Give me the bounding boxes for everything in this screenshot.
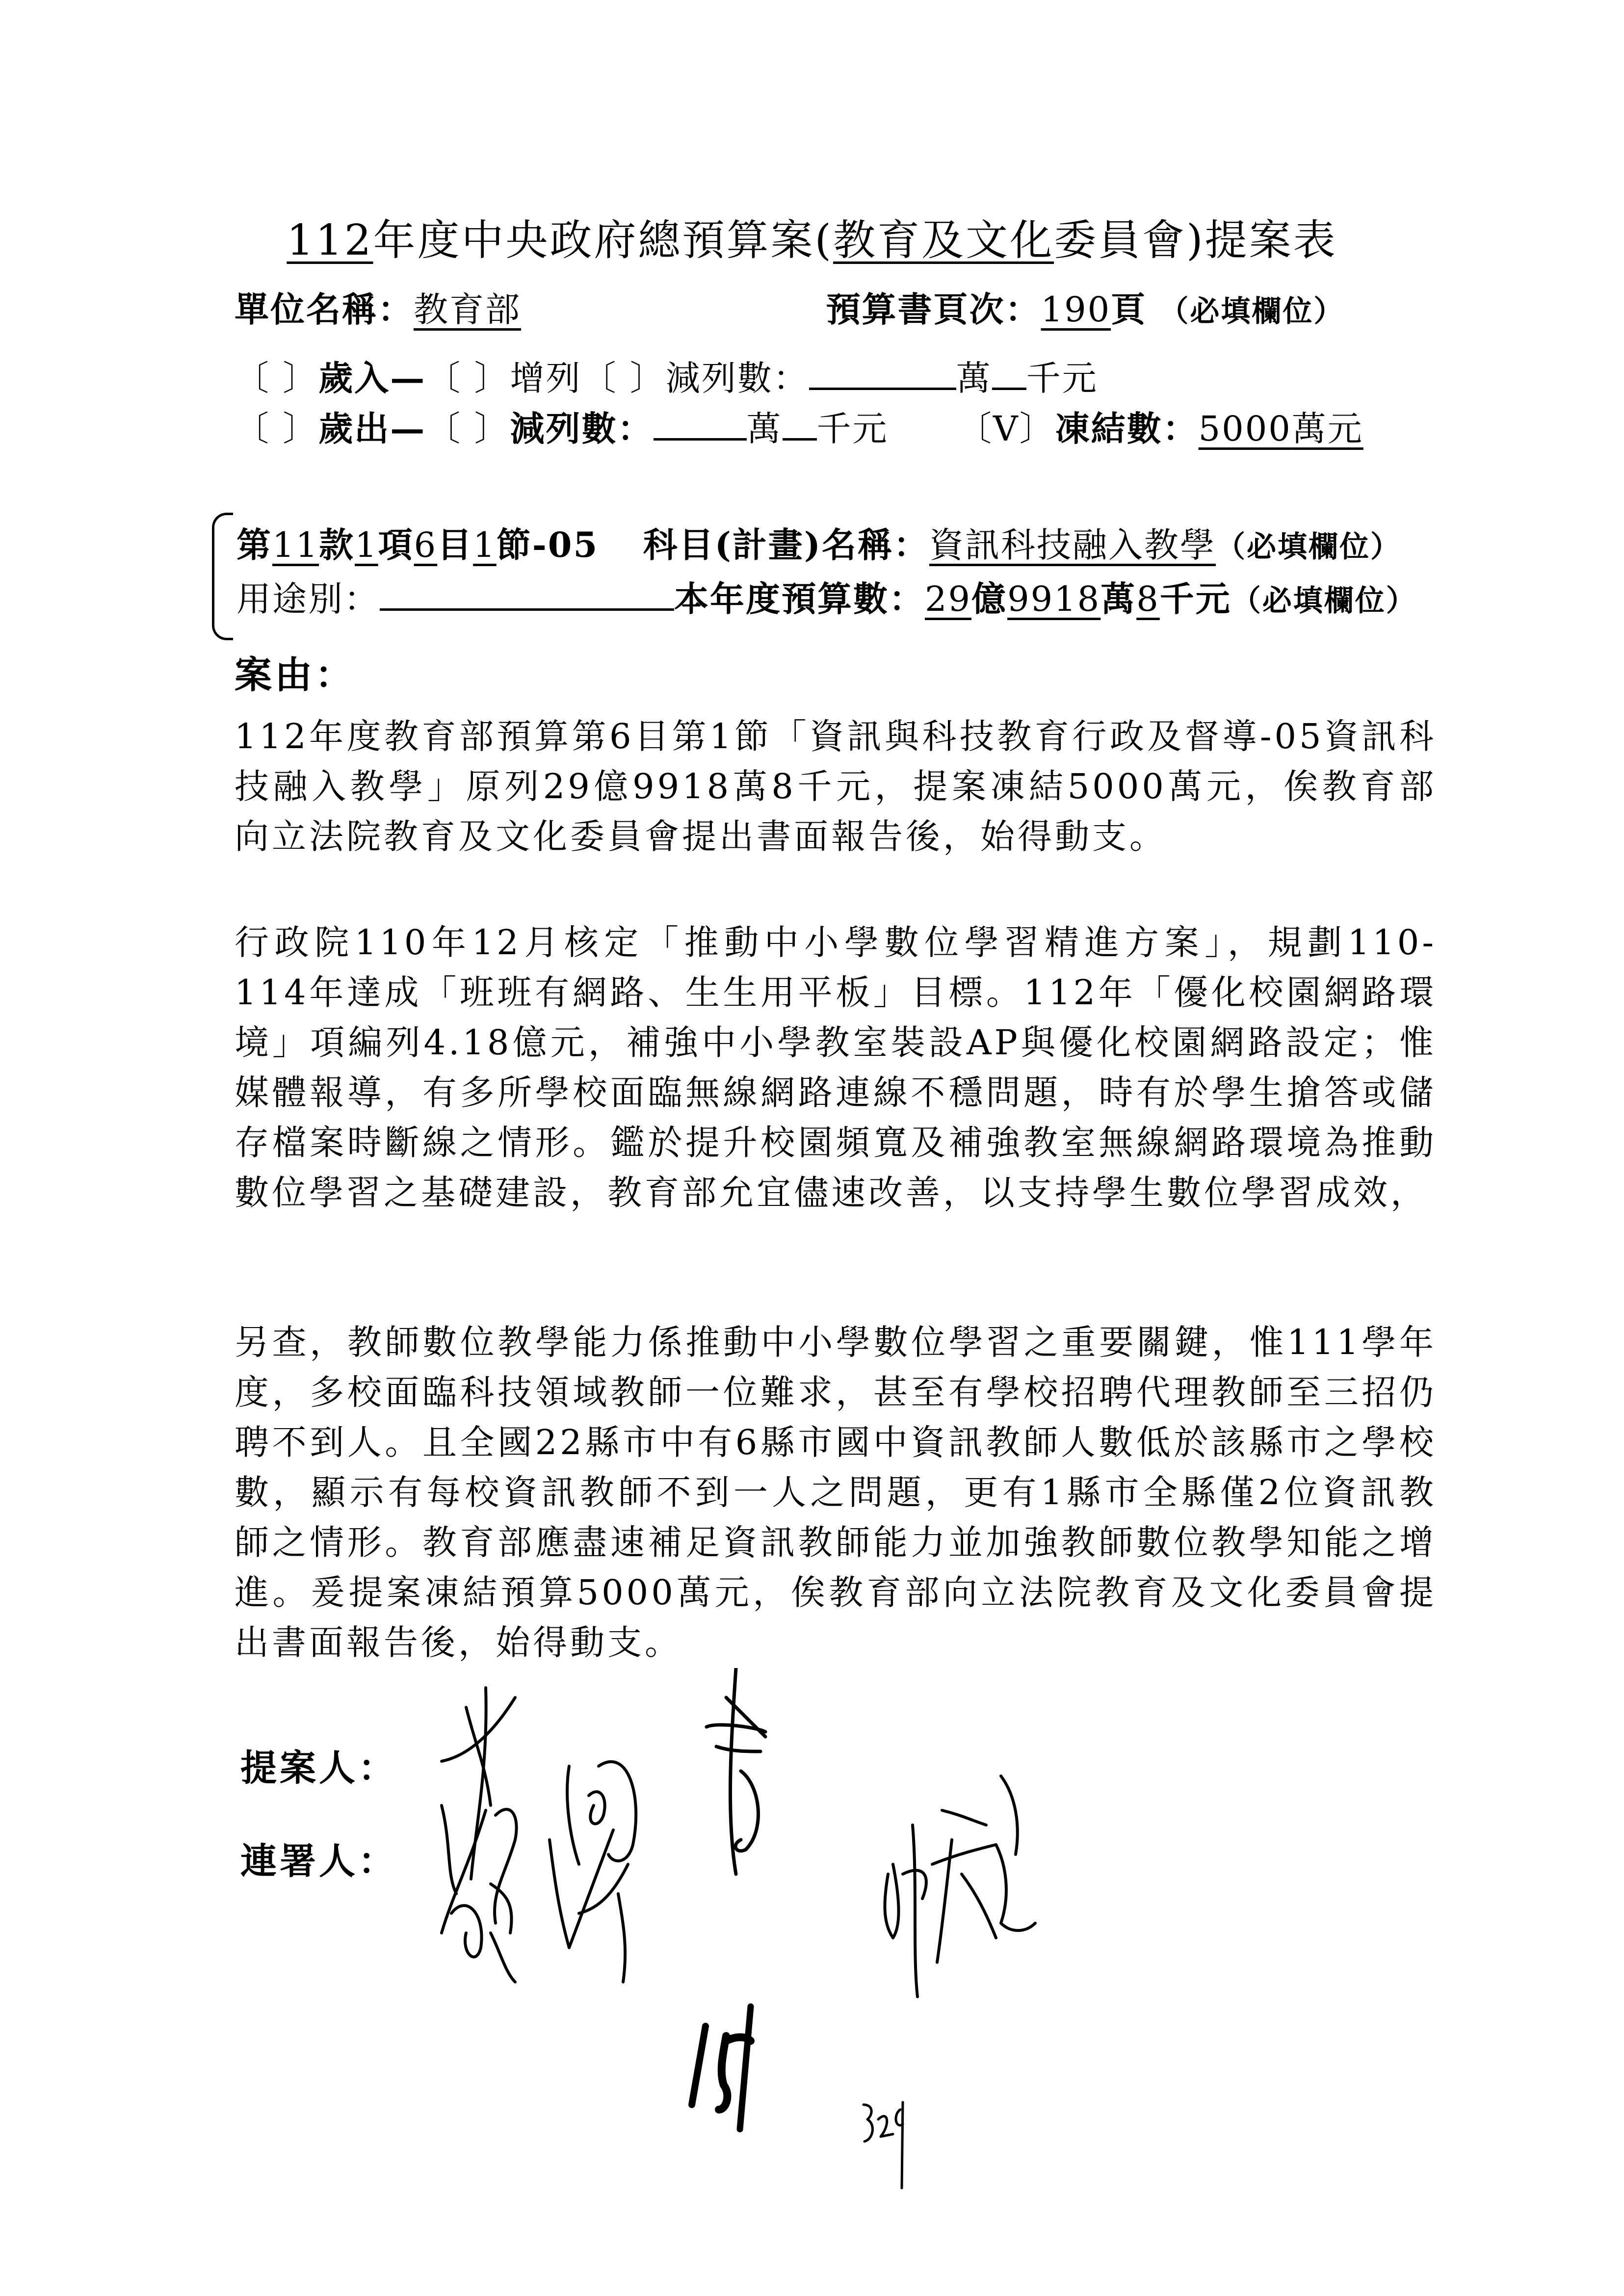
budget-yi-unit: 億	[971, 578, 1008, 619]
revenue-wan-unit: 萬	[956, 358, 992, 398]
expense-decrease-checkbox[interactable]: 〔 〕	[426, 409, 510, 449]
revenue-label: 歲入—	[318, 358, 426, 398]
usage-field[interactable]	[380, 579, 674, 611]
freeze-value: 5000	[1198, 409, 1292, 449]
freeze-label: 凍結數：	[1055, 408, 1199, 449]
budget-qian-value: 8	[1136, 579, 1160, 619]
unit-label: 單位名稱：	[235, 289, 414, 330]
budget-wan-value: 9918	[1007, 579, 1101, 619]
subject-required-note: （必填欄位）	[1215, 530, 1401, 564]
revenue-increase-checkbox[interactable]: 〔 〕	[426, 358, 510, 398]
budget-qian-unit: 千元	[1159, 578, 1231, 619]
item-section-bracket	[212, 513, 233, 640]
revenue-decrease-checkbox[interactable]: 〔 〕	[581, 358, 666, 398]
budget-required-note: （必填欄位）	[1231, 584, 1417, 618]
revenue-checkbox[interactable]: 〔 〕	[235, 358, 319, 398]
form-title	[0, 206, 1624, 267]
budget-yi-value: 29	[925, 579, 972, 619]
cosigner-label: 連署人：	[240, 1840, 397, 1882]
expense-label: 歲出—	[318, 408, 426, 449]
mu-value: 6	[414, 525, 438, 565]
usage-label: 用途別：	[236, 579, 380, 619]
page-label: 預算書頁次：	[826, 289, 1041, 330]
freeze-unit: 萬元	[1291, 409, 1363, 449]
reason-paragraph-2: 行政院110年12月核定「推動中小學數位學習精進方案」，規劃110-114年達成「班班有網路、生生用平板」目標。112年「優化校園網路環境」項編列4.18億元，補強中小學教室裝設AP與優化校園網路設定；惟媒體報導，有多所學校面臨無線網路連線不穩問題，時有於學生搶答或儲存檔案時斷線之情形。鑑於提升校園頻寬及補強教室無線網路環境為推動數位學習之基礎建設，教育部允宜儘速改善，以支持學生數位學習成效，	[235, 922, 1437, 1213]
title-committee: 教育及文化	[833, 216, 1054, 265]
reason-paragraph-3: 另查，教師數位教學能力係推動中小學數位學習之重要關鍵，惟111學年度，多校面臨科技領域教師一位難求，甚至有學校招聘代理教師至三招仍聘不到人。且全國22縣市中有6縣市國中資訊教師人數低於該縣市之學校數，顯示有每校資訊教師不到一人之問題，更有1縣市全縣僅2位資訊教師之情形。教育部應盡速補足資訊教師能力並加強教師數位教學知能之增進。爰提案凍結預算5000萬元，俟教育部向立法院教育及文化委員會提出書面報告後，始得動支。	[235, 1322, 1437, 1663]
subject-label: 科目(計畫)名稱：	[643, 524, 929, 565]
unit-row	[235, 282, 1344, 332]
revenue-row	[235, 351, 1098, 400]
jie-value: 1	[473, 525, 497, 565]
budget-label: 本年度預算數：	[674, 578, 925, 619]
revenue-qian-unit: 千元	[1026, 358, 1098, 398]
expense-row	[235, 401, 1363, 451]
title-end: 委員會)提案表	[1054, 216, 1337, 265]
revenue-qian-field[interactable]	[992, 358, 1026, 390]
mu-label: 目	[437, 524, 473, 565]
expense-wan-field[interactable]	[654, 409, 747, 441]
title-year: 112	[287, 216, 373, 265]
item-row	[236, 518, 1401, 567]
expense-checkbox[interactable]: 〔 〕	[235, 409, 319, 449]
budget-wan-unit: 萬	[1100, 578, 1137, 619]
subject-value: 資訊科技融入教學	[929, 525, 1216, 565]
kuan-label: 款	[319, 524, 355, 565]
usage-row	[236, 572, 1417, 621]
page-value: 190	[1041, 289, 1111, 330]
freeze-checkbox[interactable]: 〔V〕	[957, 409, 1055, 449]
expense-decrease-label: 減列數：	[510, 408, 654, 449]
xiang-label: 項	[378, 524, 414, 565]
reason-paragraph-1: 112年度教育部預算第6目第1節「資訊與科技教育行政及督導-05資訊科技融入教學」原列29億9918萬8千元，提案凍結5000萬元，俟教育部向立法院教育及文化委員會提出書面報告後，始得動支。	[235, 716, 1437, 857]
proposer-label: 提案人：	[240, 1747, 397, 1789]
reason-heading: 案由：	[235, 653, 355, 697]
jie-label: 節-05	[496, 524, 599, 565]
expense-qian-unit: 千元	[816, 409, 889, 449]
expense-wan-unit: 萬	[746, 409, 783, 449]
page-unit: 頁	[1111, 289, 1147, 330]
item-di: 第	[236, 524, 272, 565]
revenue-increase-label: 增列	[510, 358, 582, 398]
handwritten-page-number	[854, 2095, 952, 2203]
kuan-value: 11	[272, 525, 319, 565]
revenue-decrease-label: 減列數：	[665, 358, 809, 398]
unit-value: 教育部	[414, 289, 521, 330]
required-note: （必填欄位）	[1159, 294, 1345, 329]
xiang-value: 1	[355, 525, 378, 565]
expense-qian-field[interactable]	[783, 409, 817, 441]
revenue-wan-field[interactable]	[809, 358, 956, 390]
title-mid: 年度中央政府總預算案(	[373, 216, 834, 265]
